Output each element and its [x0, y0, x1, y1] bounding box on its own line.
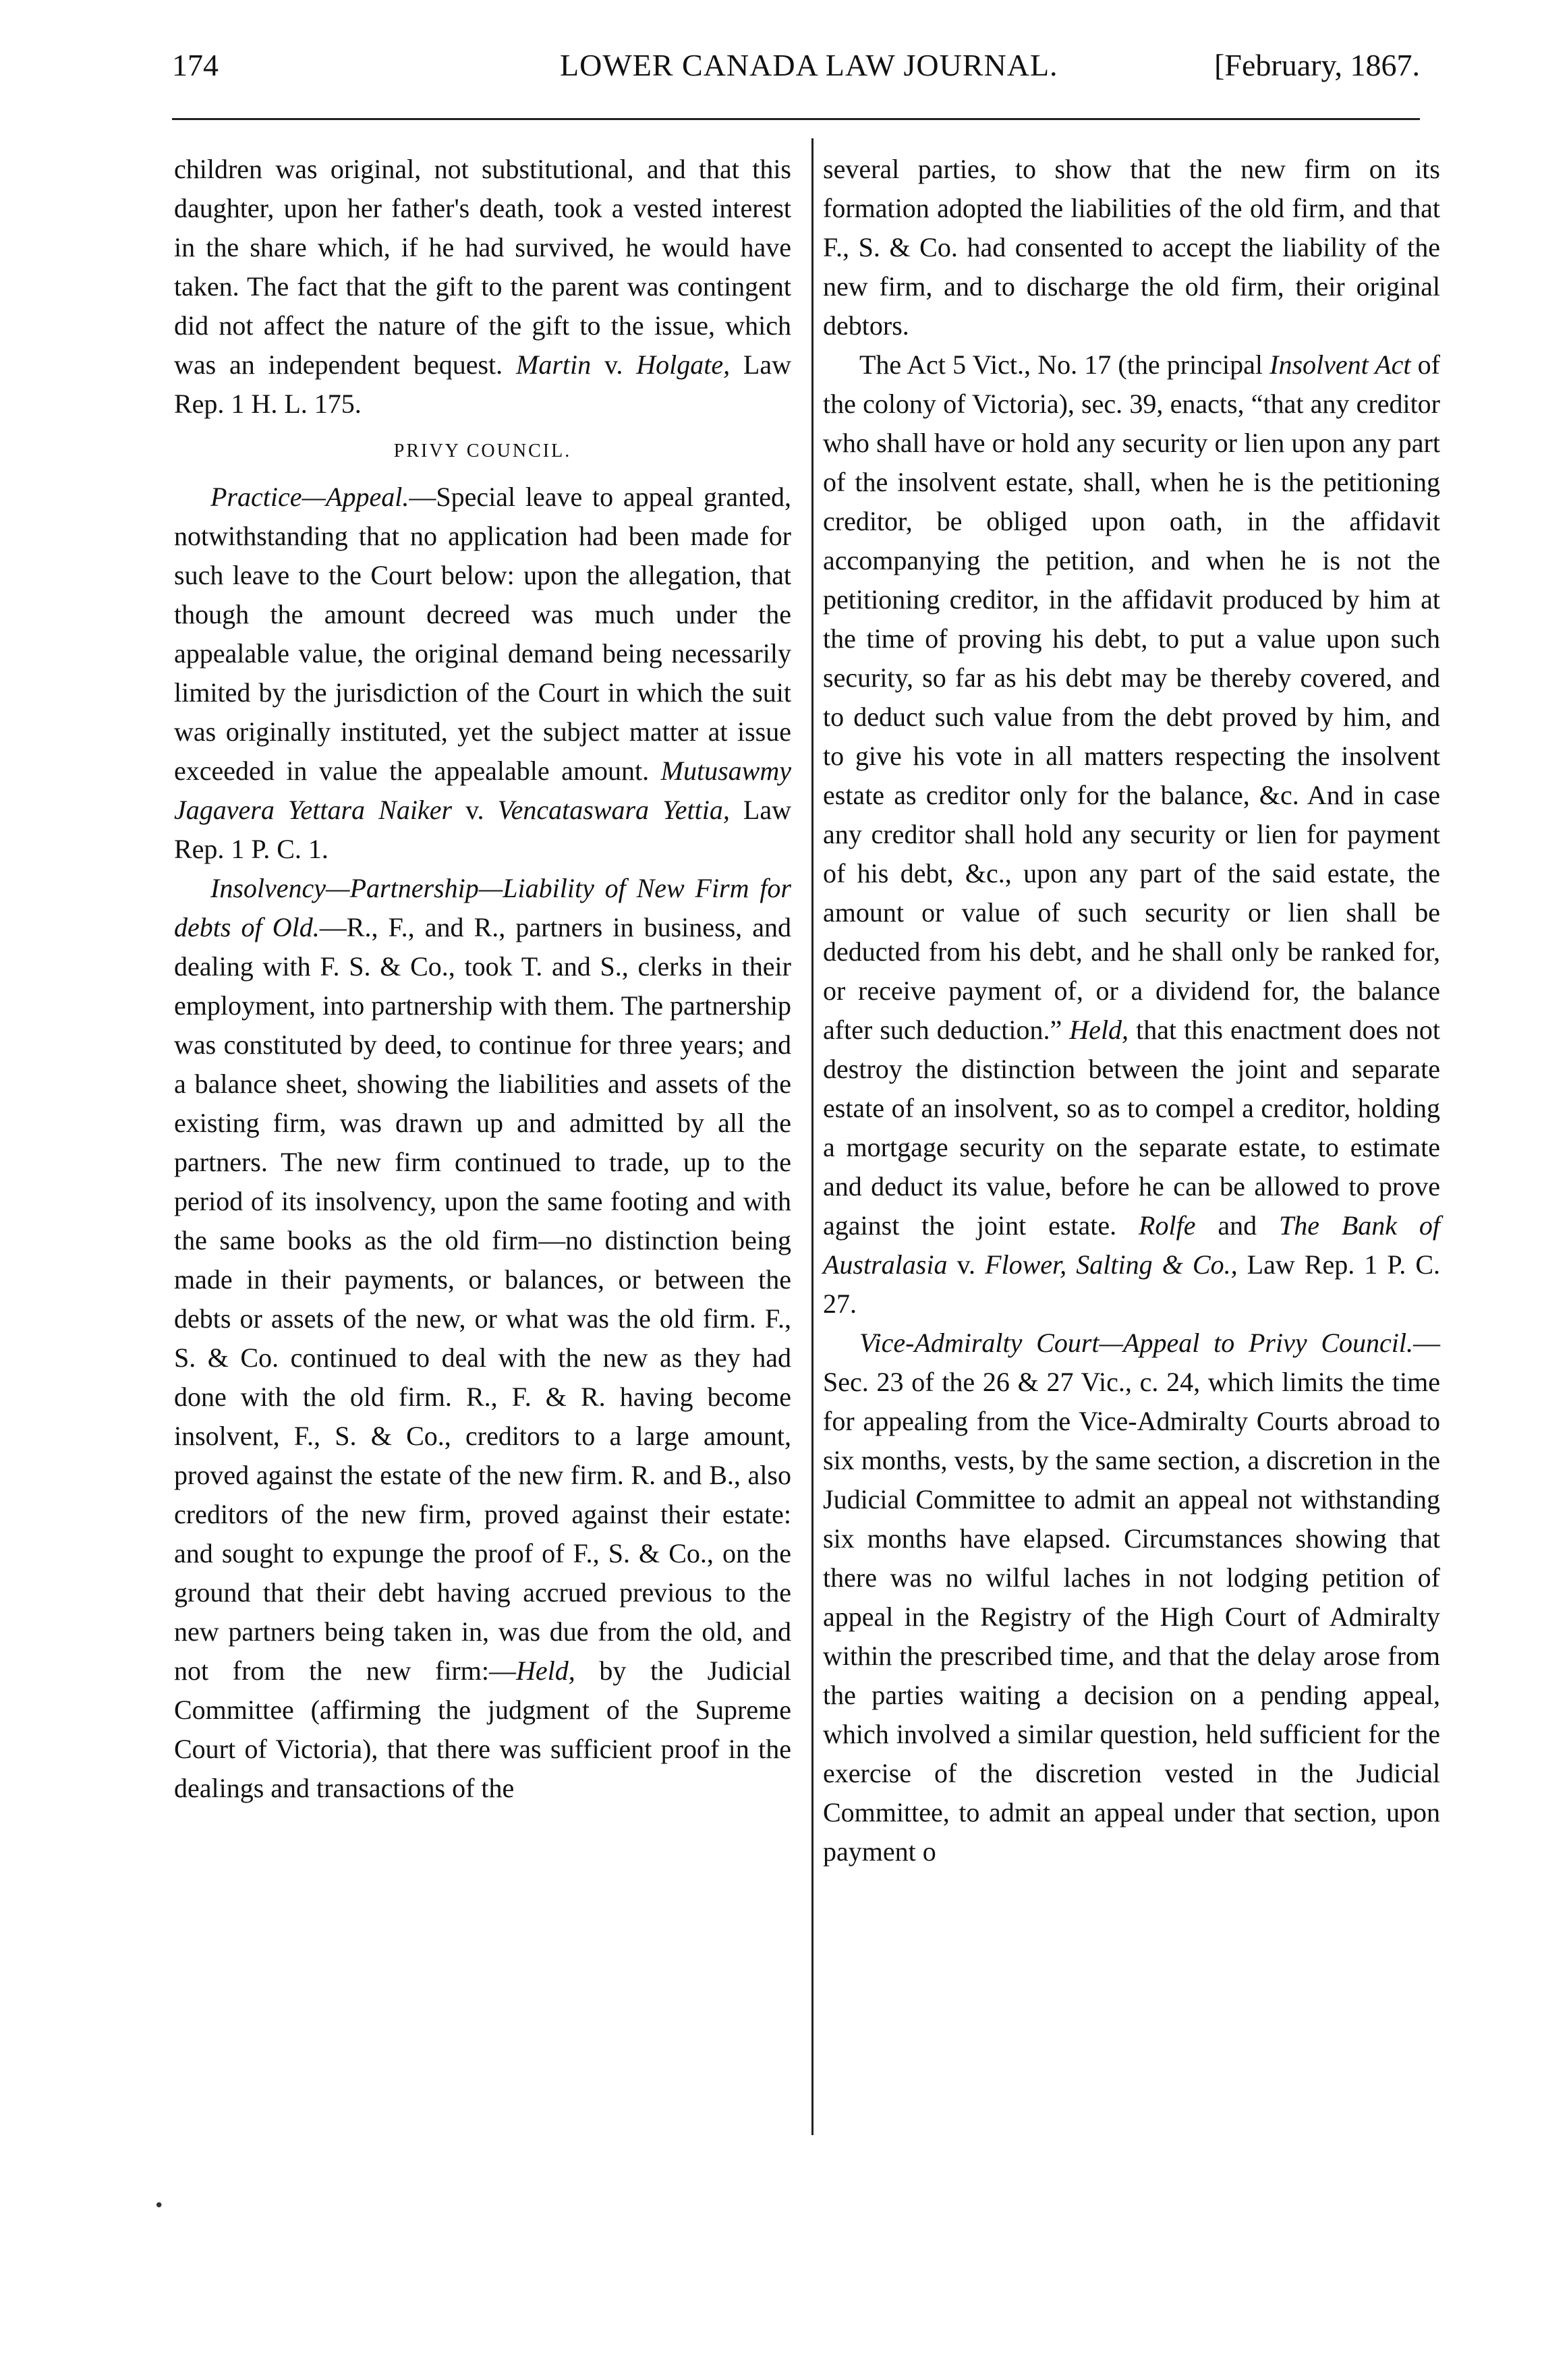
issue-date: [February, 1867. [1214, 48, 1420, 82]
paragraph-text: —Sec. 23 of the 26 & 27 Vic., c. 24, which limits the time for appealing from the Vice-Admiralty Courts abroad to six months, vests, by the same section, a discretion in the Judicial Committee to admit an appeal not withstanding six months have elapsed. Circumstances showing that there was no wilful laches in not lodging petition of appeal in the Registry of the High Court of Admiralty within the prescribed time, and that the delay arose from the parties waiting a decision on a pending appeal, which involved a similar question, held sufficient for the exercise of the discretion vested in the Judicial Committee, to admit an appeal under that section, upon payment o [823, 1328, 1440, 1867]
right-column [823, 150, 1440, 1871]
column-divider [811, 138, 813, 2135]
paragraph-lead: Practice—Appeal. [210, 482, 409, 512]
case-citation: Law Rep. 1 P. C. 1. [174, 795, 791, 864]
paragraph-text: that this enactment does not destroy the distinction between the joint and separate estate of an insolvent, so as to compel a creditor, holding a mortgage security on the separate estate, to estimate and deduct its value, before he can be allowed to prove against the joint estate. [823, 1015, 1440, 1241]
paragraph-practice-appeal [174, 478, 791, 869]
case-name: Holgate, [636, 349, 731, 380]
case-and: and [1195, 1210, 1279, 1241]
case-name: Mutusawmy Jagavera Yettara Naiker [174, 756, 791, 825]
paragraph-lead: Insolvency—Partnership—Liability of New Firm for debts of Old. [174, 873, 791, 942]
paragraph-text: The Act 5 Vict., No. 17 (the principal [859, 349, 1270, 380]
paragraph-text: children was original, not substitutional, and that this daughter, upon her father's death, took a vested interest in the share which, if he had survived, he would have taken. The fact that the gift to the parent was contingent did not affect the nature of the gift to the issue, which was an independent bequest. [174, 154, 791, 380]
case-name: Martin [516, 349, 592, 380]
paragraph-lead: Vice-Admiralty Court—Appeal to Privy Council. [859, 1328, 1413, 1358]
case-name: Flower, Salting & Co., [985, 1249, 1238, 1280]
paragraph-text: —Special leave to appeal granted, notwithstanding that no application had been made for such leave to the Court below: upon the allegation, that though the amount decreed was much under the appealable value, the original demand being necessarily limited by the jurisdiction of the Court in which the suit was originally instituted, yet the subject matter at issue exceeded in value the appealable amount. [174, 482, 791, 786]
case-versus: v. [947, 1249, 986, 1280]
held-label: Held, [1069, 1015, 1129, 1045]
print-speck: • [154, 2196, 165, 2216]
paragraph-insolvency [174, 869, 791, 1808]
paragraph-text: several parties, to show that the new firm on its formation adopted the liabilities of the old firm, and that F., S. & Co. had consented to accept the liability of the new firm, and to discharge the old firm, their original debtors. [823, 154, 1440, 341]
section-heading: PRIVY COUNCIL. [393, 441, 572, 461]
paragraph-continuation [823, 150, 1440, 345]
paragraph-insolvent-act [823, 345, 1440, 1324]
case-versus: v. [452, 795, 498, 825]
paragraph-continuation [174, 150, 791, 424]
case-name: The Bank of Australasia [823, 1210, 1440, 1280]
act-name: Insolvent Act [1269, 349, 1411, 380]
case-citation: Law Rep. 1 H. L. 175. [174, 349, 792, 419]
journal-title: LOWER CANADA LAW JOURNAL. [560, 48, 1058, 82]
left-column [174, 150, 791, 1808]
case-versus: v. [591, 349, 637, 380]
page-number: 174 [172, 48, 219, 82]
case-name: Vencataswara Yettia, [497, 795, 730, 825]
header-rule [172, 118, 1420, 120]
case-name: Rolfe [1139, 1210, 1196, 1241]
held-label: Held, [515, 1655, 575, 1686]
paragraph-text: —R., F., and R., partners in business, and dealing with F. S. & Co., took T. and S., clerks in their employment, into partnership with them. The partnership was constituted by deed, to continue for three years; and a balance sheet, showing the liabilities and assets of the existing firm, was drawn up and admitted by all the partners. The new firm continued to trade, up to the period of its insolvency, upon the same footing and with the same books as the old firm—no distinction being made in their payments, or balances, or between the debts or assets of the new, or what was the old firm. F., S. & Co. continued to deal with the new as they had done with the old firm. R., F. & R. having become insolvent, F., S. & Co., creditors to a large amount, proved against the estate of the new firm. R. and B., also creditors of the new firm, proved against their estate: and sought to expunge the proof of F., S. & Co., on the ground that their debt having accrued previous to the new partners being taken in, was due from the old, and not from the new firm:— [174, 912, 792, 1686]
paragraph-text: of the colony of Victoria), sec. 39, enacts, “that any creditor who shall have or hold any security or lien upon any part of the insolvent estate, shall, when he is the petitioning creditor, be obliged upon oath, in the affidavit accompanying the petition, and when he is not the petitioning creditor, in the affidavit produced by him at the time of proving his debt, to put a value upon such security, so far as his debt may be thereby covered, and to deduct such value from the debt proved by him, and to give his vote in all matters respecting the insolvent estate as creditor only for the balance, &c. And in case any creditor shall hold any security or lien for payment of his debt, &c., upon any part of the said estate, the amount or value of such security or lien shall be deducted from his debt, and he shall only be ranked for, or receive payment of, or a dividend for, the balance after such deduction.” [823, 349, 1440, 1045]
running-head [172, 47, 1420, 94]
case-citation: Law Rep. 1 P. C. 27. [823, 1249, 1441, 1319]
paragraph-text: by the Judicial Committee (affirming the judgment of the Supreme Court of Victoria), that there was sufficient proof in the dealings and transactions of the [174, 1655, 791, 1803]
paragraph-vice-admiralty [823, 1324, 1440, 1871]
